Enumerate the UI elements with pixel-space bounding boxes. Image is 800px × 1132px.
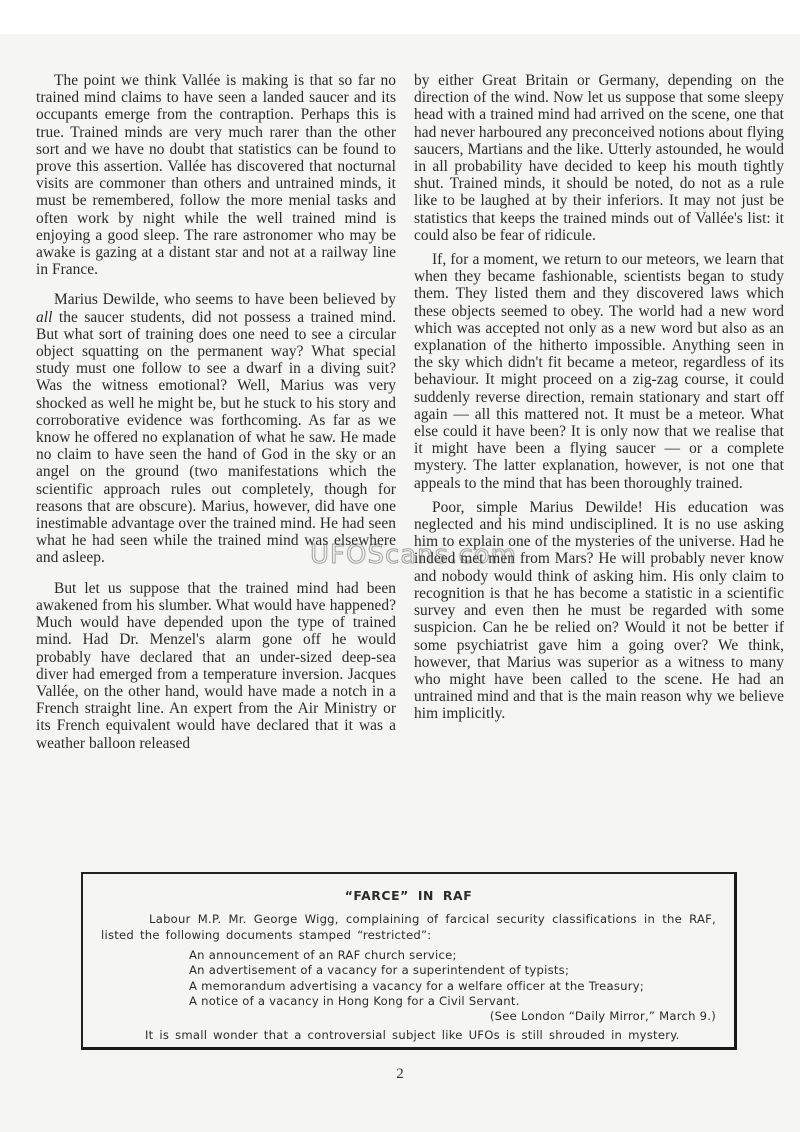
box-intro: Labour M.P. Mr. George Wigg, complaining of farcical security classifications in the RAF, listed the following documents stamped “restricted”: bbox=[101, 912, 716, 942]
paragraph-meteors: If, for a moment, we return to our meteors, we learn that when they became fashionable, scientists began to study them. They listed them and they discovered laws which these objects seemed to obey. The world had a new word which was accepted not only as a new word but also as an explanation of the hitherto impossible. Anything seen in the sky which didn't fit became a meteor, regardless of its behaviour. It might proceed on a zig-zag course, it could suddenly reverse direction, remain stationary and start off again — all this mattered not. It must be a meteor. What else could it have been? It is only now that we realise that it might have been a flying saucer — or a complete mystery. The latter explanation, however, is not one that appeals to the mind that has been thoroughly trained. bbox=[414, 251, 784, 492]
restricted-document-item: An advertisement of a vacancy for a superintendent of typists; bbox=[189, 963, 570, 978]
right-column bbox=[414, 72, 784, 765]
paragraph-awakened-trained-mind: But let us suppose that the trained mind had been awakened from his slumber. What would have happened? Much would have depended upon the type of trained mind. Had Dr. Menzel's alarm gone off he would probably have declared that an under-sized deep-sea diver had emerged from a temperature inversion. Jacques Vallée, on the other hand, would have made a notch in a French straight line. An expert from the Air Ministry or its French equivalent would have declared that it was a weather balloon released bbox=[36, 579, 396, 752]
paragraph-text-after-emphasis: the saucer students, did not possess a trained mind. But what sort of training does one need to see a circular object squatting on the permanent way? What special study must one follow to see a dwarf in a diving suit? Was the witness emotional? Well, Marius was very shocked as well he might be, but he stuck to his story and corroborative evidence was forthcoming. As far as we know he offered no explanation of what he saw. He made no claim to have seen the hand of God in the sky or an angel on the ground (two manifestations which the scientific approach rules out completely, though for reasons that are obscure). Marius, however, did have one inestimable advantage over the trained mind. He had seen what he had seen while the trained mind was elsewhere and asleep. bbox=[36, 308, 396, 567]
box-title: “FARCE” IN RAF bbox=[344, 888, 473, 903]
page-number: 2 bbox=[396, 1066, 404, 1082]
paragraph-text-before-emphasis: Marius Dewilde, who seems to have been believed by bbox=[54, 291, 396, 309]
box-source-citation: (See London “Daily Mirror,” March 9.) bbox=[489, 1009, 716, 1024]
restricted-document-item: A memorandum advertising a vacancy for a welfare officer at the Treasury; bbox=[189, 978, 645, 993]
emphasis-all: all bbox=[36, 308, 53, 326]
farce-in-raf-box bbox=[81, 872, 737, 1050]
article-body bbox=[36, 72, 784, 765]
paragraph-trained-mind-claims: The point we think Vallée is making is that so far no trained mind claims to have seen a landed saucer and its occupants emerge from the contraption. Perhaps this is true. Trained minds are very much rarer than the other sort and we have no doubt that statistics can be found to prove this assertion. Vallée has discovered that nocturnal visits are commoner than others and untrained minds, it must be remembered, follow the more menial tasks and often work by night while the well trained mind is enjoying a good sleep. The rare astronomer who may be awake is gazing at a distant star and not at a railway line in France. bbox=[36, 72, 396, 279]
paragraph-poor-simple-marius: Poor, simple Marius Dewilde! His education was neglected and his mind undisciplined. It is no use asking him to explain one of the mysteries of the universe. Had he indeed met men from Mars? He will probably never know and nobody would think of asking him. His only claim to recognition is that he has become a statistic in a scientific survey and even then he must be regarded with some suspicion. Can he be relied on? Would it not be better if some psychiatrist gave him a going over? We think, however, that Marius was superior as a witness to many who might have been called to the scene. He had an untrained mind and that is the main reason why we believe him implicitly. bbox=[414, 498, 784, 723]
left-column bbox=[36, 72, 396, 765]
box-conclusion: It is small wonder that a controversial subject like UFOs is still shrouded in mystery. bbox=[145, 1028, 680, 1043]
restricted-document-item: An announcement of an RAF church service; bbox=[189, 948, 457, 962]
paragraph-marius-dewilde bbox=[36, 291, 396, 566]
restricted-document-item: A notice of a vacancy in Hong Kong for a Civil Servant. bbox=[189, 993, 520, 1008]
restricted-documents-list bbox=[83, 948, 734, 1009]
paragraph-continued-weather-balloon: by either Great Britain or Germany, depending on the direction of the wind. Now let us suppose that some sleepy head with a trained mind had arrived on the scene, one that had never harboured any preconceived notions about flying saucers, Martians and the like. Utterly astounded, he would in all probability have decided to keep his mouth tightly shut. Trained minds, it should be noted, do not as a rule like to be laughed at by their inferiors. It may not just be statistics that keeps the trained minds out of Vallée's list: it could also be fear of ridicule. bbox=[414, 72, 784, 244]
